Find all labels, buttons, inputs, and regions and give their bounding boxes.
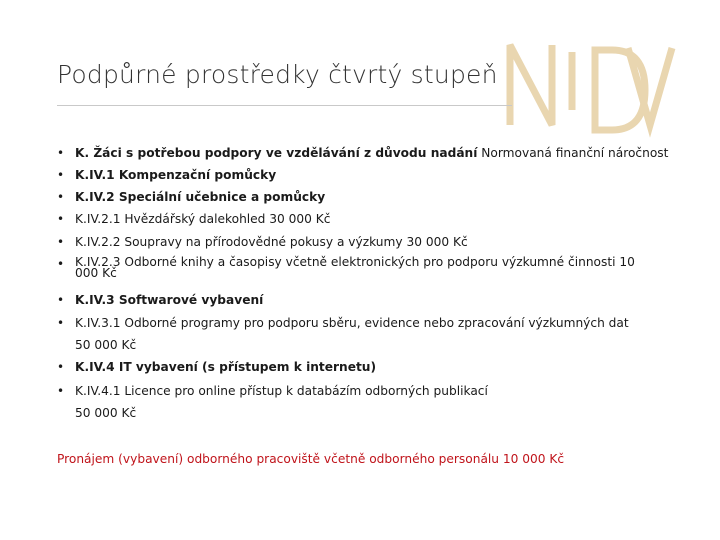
nidv-logo: [500, 30, 680, 145]
item-bold-text: K.IV.3 Softwarové vybavení: [75, 293, 264, 307]
logo-text: NIDV: [500, 30, 503, 31]
item-text: Normovaná finanční náročnost: [477, 146, 669, 160]
item-text: K.IV.3.1 Odborné programy pro podporu sběru, evidence nebo zpracování výzkumných dat: [75, 316, 629, 330]
title-divider: [57, 105, 512, 106]
item-bold-text: K. Žáci s potřebou podpory ve vzdělávání z důvodu nadání: [75, 146, 478, 160]
footer-note: Pronájem (vybavení) odborného pracoviště včetně odborného personálu 10 000 Kč: [57, 452, 565, 466]
item-text: K.IV.4.1 Licence pro online přístup k databázím odborných publikací: [75, 384, 488, 398]
bullet-icon: •: [57, 146, 65, 160]
bullet-icon: •: [57, 316, 65, 330]
bullet-icon: •: [57, 212, 65, 226]
item-text: K.IV.2.2 Soupravy na přírodovědné pokusy a výzkumy 30 000 Kč: [75, 235, 468, 249]
bullet-icon: •: [57, 384, 65, 398]
item-amount: 50 000 Kč: [75, 338, 137, 352]
bullet-icon: •: [57, 235, 65, 249]
item-bold-text: K.IV.2 Speciální učebnice a pomůcky: [75, 190, 326, 204]
page-title: Podpůrné prostředky čtvrtý stupeň: [57, 60, 498, 89]
bullet-icon: •: [57, 293, 65, 307]
item-bold-text: K.IV.1 Kompenzační pomůcky: [75, 168, 277, 182]
bullet-icon: •: [57, 168, 65, 182]
bullet-icon: •: [57, 360, 65, 374]
item-bold-text: K.IV.4 IT vybavení (s přístupem k internetu): [75, 360, 377, 374]
item-text: K.IV.2.3 Odborné knihy a časopisy včetně elektronických pro podporu výzkumné činnosti 10 000 Kč: [75, 255, 635, 280]
item-amount: 50 000 Kč: [75, 406, 137, 420]
item-text: K.IV.2.1 Hvězdářský dalekohled 30 000 Kč: [75, 212, 331, 226]
bullet-icon: •: [57, 257, 65, 271]
bullet-icon: •: [57, 190, 65, 204]
